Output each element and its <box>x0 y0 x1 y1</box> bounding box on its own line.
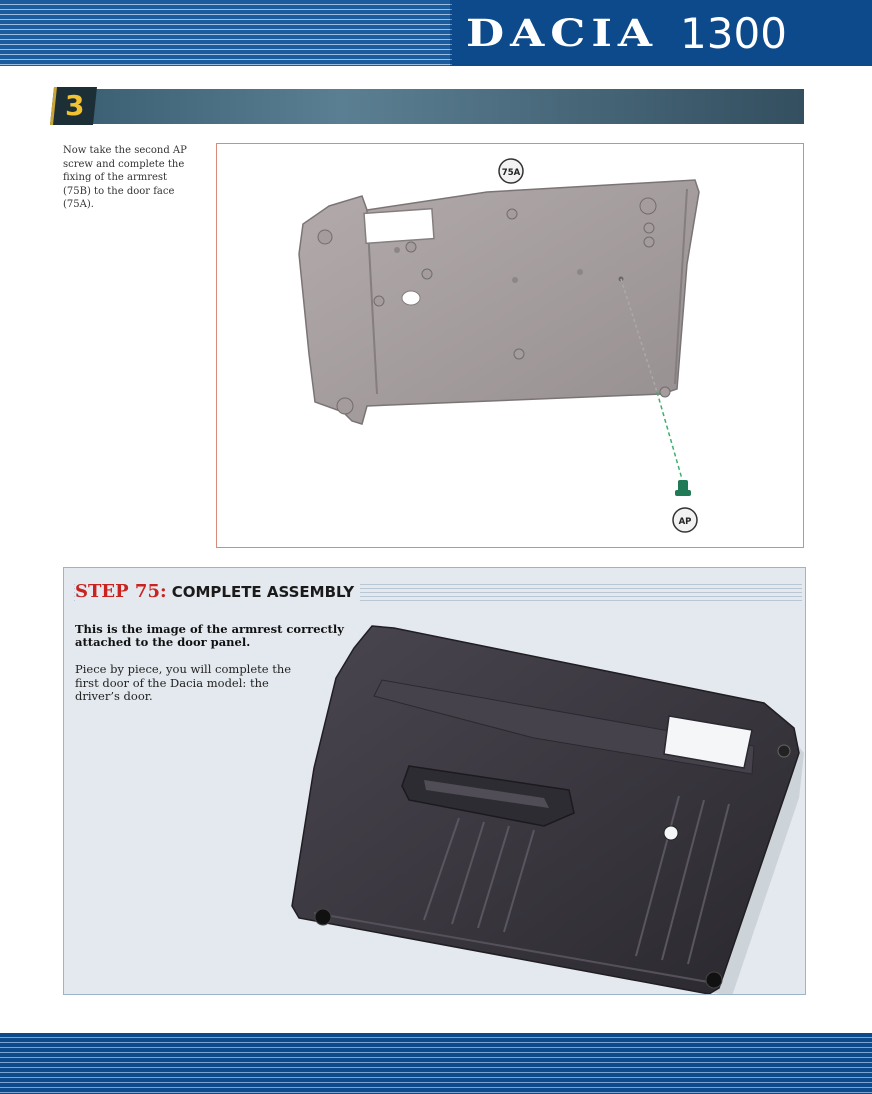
step-instruction: Now take the second AP screw and complete the fixing of the armrest (75B) to the door face (75A). <box>63 145 187 210</box>
complete-assembly-panel <box>63 567 806 995</box>
step-number-badge <box>50 87 97 125</box>
door-panel-illustration <box>217 144 803 547</box>
window-cutout <box>364 209 434 244</box>
step-number: 3 <box>65 89 85 122</box>
assembled-door-photo <box>64 568 805 994</box>
footer-band <box>0 1033 872 1094</box>
assembly-step-label: STEP 75: <box>75 581 167 602</box>
part-label: 75A <box>501 168 521 178</box>
step-bar <box>92 89 804 124</box>
assembly-diagram <box>216 143 804 548</box>
screw-label: AP <box>678 517 692 527</box>
ap-screw-icon <box>675 480 691 496</box>
header-stripes <box>0 0 450 66</box>
header-band <box>0 0 872 66</box>
door-face-part <box>299 180 699 424</box>
assembly-lead-text: This is the image of the armrest correctly attached to the door panel. <box>75 622 344 649</box>
bolt-icon <box>706 972 722 988</box>
assembly-heading: COMPLETE ASSEMBLY <box>171 583 355 601</box>
bolt-icon <box>778 745 790 757</box>
brand-logo <box>452 0 872 66</box>
assembly-body-text: Piece by piece, you will complete the first door of the Dacia model: the driver’s door. <box>75 662 292 703</box>
logo-wordmark: DACIA <box>466 11 659 55</box>
bolt-icon <box>315 909 331 925</box>
model-number: 1300 <box>680 8 787 58</box>
